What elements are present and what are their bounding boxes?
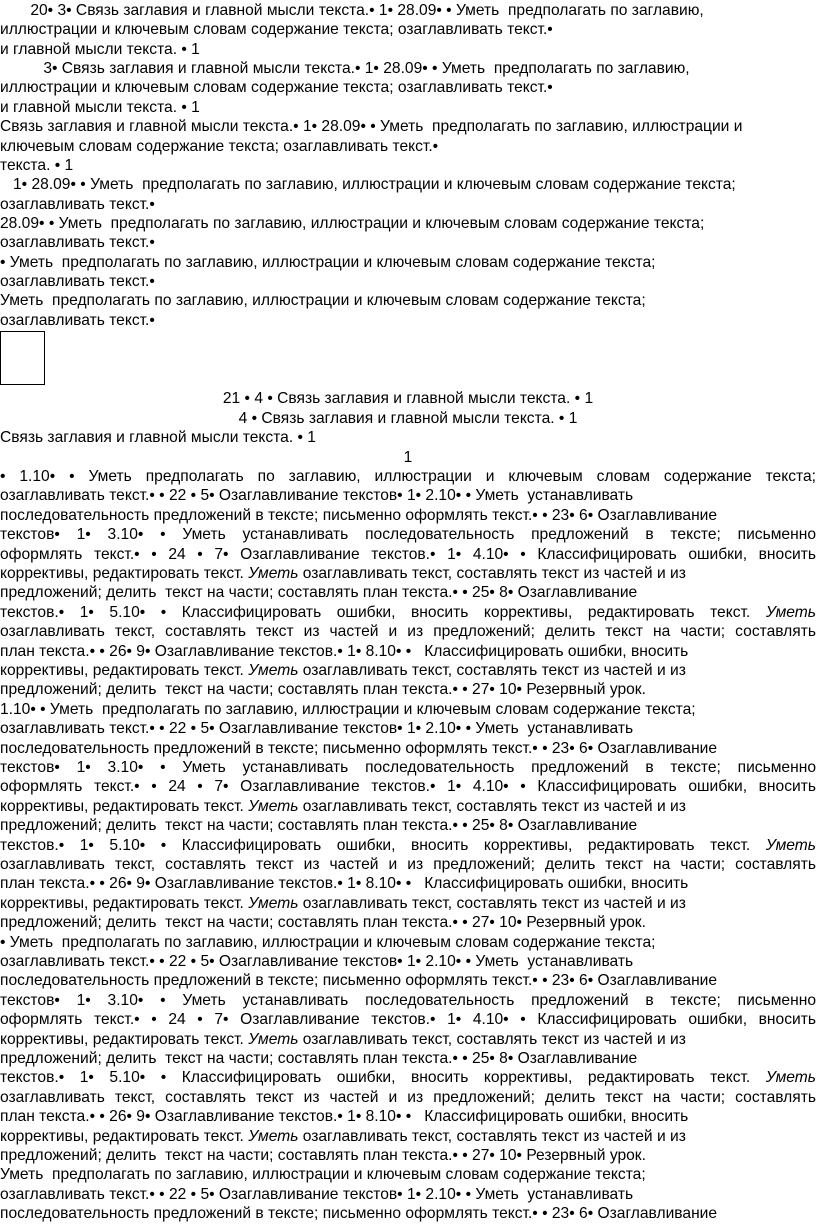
body-line — [0, 661, 816, 680]
line-text: последовательность предложений в тексте; письменно оформлять текст.• • 23• 6• Озаглавливание — [0, 1205, 718, 1223]
body-line — [0, 1107, 816, 1126]
line-text: озаглавливать текст.• • 22 • 5• Озаглавливание текстов• 1• 2.10• • Уметь устанавливать — [0, 487, 634, 505]
line-text: • Уметь предполагать по заглавию, иллюстрации и ключевым словам содержание текста; — [0, 933, 656, 951]
line-text: план текста.• • 26• 9• Озаглавливание текстов.• 1• 8.10• • Классифицировать ошибки, вносить — [0, 642, 689, 660]
line-text: озаглавливать текст.• • 22 • 5• Озаглавливание текстов• 1• 2.10• • Уметь устанавливать — [0, 953, 634, 970]
line-text: предложений; делить текст на части; составлять план текста.• • 25• 8• Озаглавливание — [0, 584, 638, 602]
line-text: коррективы, редактировать текст. — [0, 1030, 249, 1048]
body-line — [0, 991, 816, 1010]
body-line — [0, 1088, 816, 1107]
text-line: 20• 3• Связь заглавия и главной мысли текста.• 1• 28.09• • Уметь предполагать по заглавию, — [0, 2, 704, 19]
italic-keyword: Уметь — [248, 565, 299, 582]
body-line — [0, 1165, 816, 1184]
line-text: коррективы, редактировать текст. — [0, 797, 249, 815]
line-text: предложений; делить текст на части; составлять план текста.• • 27• 10• Резервный урок. — [0, 914, 646, 932]
text-line: озаглавливать текст.• — [0, 272, 155, 290]
line-text: текстов• 1• 3.10• • Уметь устанавливать последовательность предложений в тексте; письменно — [0, 526, 816, 544]
line-text: • 1.10• • Уметь предполагать по заглавию, иллюстрации и ключевым словам содержание текста; — [0, 468, 816, 485]
body-line — [0, 758, 816, 777]
body-line — [0, 933, 816, 952]
line-text: озаглавливать текст, составлять текст из частей и из предложений; делить текст на части; составлять — [0, 856, 816, 873]
line-text: последовательность предложений в тексте; письменно оформлять текст.• • 23• 6• Озаглавливание — [0, 972, 718, 990]
line-text-tail: озаглавливать текст, составлять текст из частей и из — [298, 1127, 686, 1145]
line-text: предложений; делить текст на части; составлять план текста.• • 25• 8• Озаглавливание — [0, 1050, 638, 1067]
body-line — [0, 622, 816, 641]
italic-keyword: Уметь — [765, 1069, 816, 1087]
text-line: озаглавливать текст.• — [0, 311, 155, 329]
text-line: и главной мысли текста. • 1 — [0, 98, 200, 116]
body-line — [0, 836, 816, 855]
text-line: Связь заглавия и главной мысли текста. • 1 — [0, 429, 316, 446]
line-text-tail: озаглавливать текст, составлять текст из частей и из — [298, 797, 686, 815]
body-line — [0, 525, 816, 544]
italic-keyword: Уметь — [765, 603, 816, 621]
body-line — [0, 545, 816, 564]
line-text-tail: озаглавливать текст, составлять текст из частей и из — [298, 894, 686, 912]
body-line — [0, 700, 816, 719]
text-line: 1 — [403, 448, 413, 466]
line-text: оформлять текст.• • 24 • 7• Озаглавливание текстов.• 1• 4.10• • Классифицировать ошибки, вносить — [0, 778, 816, 796]
line-text: текстов.• 1• 5.10• • Классифицировать ошибки, вносить коррективы, редактировать текст. — [0, 1069, 766, 1087]
body-line — [0, 777, 816, 796]
text-line: текста. • 1 — [0, 156, 74, 174]
body-line — [0, 1185, 816, 1204]
text-line: 4 • Связь заглавия и главной мысли текста. • 1 — [238, 409, 578, 427]
line-text: текстов• 1• 3.10• • Уметь устанавливать последовательность предложений в тексте; письменно — [0, 759, 816, 776]
line-text: озаглавливать текст, составлять текст из частей и из предложений; делить текст на части; составлять — [0, 1088, 816, 1106]
line-text: предложений; делить текст на части; составлять план текста.• • 27• 10• Резервный урок. — [0, 1147, 646, 1164]
line-text: озаглавливать текст.• • 22 • 5• Озаглавливание текстов• 1• 2.10• • Уметь устанавливать — [0, 1185, 634, 1203]
line-text: коррективы, редактировать текст. — [0, 1127, 249, 1145]
body-line — [0, 894, 816, 913]
text-line: Связь заглавия и главной мысли текста.• 1• 28.09• • Уметь предполагать по заглавию, иллюстрации и — [0, 118, 743, 136]
line-text: текстов• 1• 3.10• • Уметь устанавливать последовательность предложений в тексте; письменно — [0, 991, 816, 1009]
body-line — [0, 603, 816, 622]
body-line — [0, 739, 816, 758]
body-line — [0, 680, 816, 699]
line-text-tail: озаглавливать текст, составлять текст из частей и из — [298, 1030, 686, 1048]
body-line — [0, 1146, 816, 1165]
body-line — [0, 1204, 816, 1223]
text-line: ключевым словам содержание текста; озаглавливать текст.• — [0, 137, 439, 155]
line-text-tail: озаглавливать текст, составлять текст из частей и из — [298, 662, 686, 679]
text-line: 21 • 4 • Связь заглавия и главной мысли текста. • 1 — [222, 390, 594, 407]
italic-keyword: Уметь — [248, 662, 299, 679]
text-line: озаглавливать текст.• — [0, 234, 155, 252]
body-line — [0, 855, 816, 874]
text-line: иллюстрации и ключевым словам содержание текста; озаглавливать текст.• — [0, 79, 553, 97]
italic-keyword: Уметь — [248, 1127, 299, 1145]
text-line: 1• 28.09• • Уметь предполагать по заглавию, иллюстрации и ключевым словам содержание текста; — [0, 176, 736, 194]
line-text: оформлять текст.• • 24 • 7• Озаглавливание текстов.• 1• 4.10• • Классифицировать ошибки, вносить — [0, 545, 816, 563]
body-line — [0, 1127, 816, 1146]
body-line — [0, 952, 816, 971]
body-line — [0, 913, 816, 932]
italic-keyword: Уметь — [765, 836, 816, 854]
line-text: коррективы, редактировать текст. — [0, 894, 249, 912]
line-text: коррективы, редактировать текст. — [0, 565, 249, 582]
text-line: 3• Связь заглавия и главной мысли текста.• 1• 28.09• • Уметь предполагать по заглавию, — [0, 60, 690, 78]
line-text: текстов.• 1• 5.10• • Классифицировать ошибки, вносить коррективы, редактировать текст. — [0, 603, 766, 621]
line-text: озаглавливать текст.• • 22 • 5• Озаглавливание текстов• 1• 2.10• • Уметь устанавливать — [0, 720, 634, 738]
body-line — [0, 564, 816, 583]
line-text: последовательность предложений в тексте; письменно оформлять текст.• • 23• 6• Озаглавливание — [0, 506, 718, 524]
text-line: озаглавливать текст.• — [0, 195, 155, 213]
line-text: предложений; делить текст на части; составлять план текста.• • 25• 8• Озаглавливание — [0, 817, 638, 835]
body-line — [0, 642, 816, 661]
line-text: текстов.• 1• 5.10• • Классифицировать ошибки, вносить коррективы, редактировать текст. — [0, 836, 766, 854]
italic-keyword: Уметь — [248, 1030, 299, 1048]
body-line — [0, 1049, 816, 1068]
line-text: план текста.• • 26• 9• Озаглавливание текстов.• 1• 8.10• • Классифицировать ошибки, вносить — [0, 875, 689, 893]
text-line: и главной мысли текста. • 1 — [0, 40, 200, 58]
italic-keyword: Уметь — [248, 797, 299, 815]
body-line — [0, 874, 816, 893]
line-text: 1.10• • Уметь предполагать по заглавию, иллюстрации и ключевым словам содержание текста; — [0, 700, 696, 718]
body-line — [0, 1010, 816, 1029]
line-text: коррективы, редактировать текст. — [0, 662, 249, 679]
line-text: оформлять текст.• • 24 • 7• Озаглавливание текстов.• 1• 4.10• • Классифицировать ошибки, вносить — [0, 1011, 816, 1029]
empty-image-frame — [0, 331, 45, 385]
line-text: предложений; делить текст на части; составлять план текста.• • 27• 10• Резервный урок. — [0, 681, 646, 699]
body-line — [0, 486, 816, 505]
body-line — [0, 1068, 816, 1087]
body-line — [0, 506, 816, 525]
body-line — [0, 971, 816, 990]
line-text: последовательность предложений в тексте; письменно оформлять текст.• • 23• 6• Озаглавливание — [0, 739, 718, 757]
italic-keyword: Уметь — [248, 894, 299, 912]
body-line — [0, 797, 816, 816]
body-line — [0, 1030, 816, 1049]
line-text-tail: озаглавливать текст, составлять текст из частей и из — [298, 565, 686, 582]
text-line: Уметь предполагать по заглавию, иллюстрации и ключевым словам содержание текста; — [0, 292, 646, 310]
body-line — [0, 719, 816, 738]
line-text: план текста.• • 26• 9• Озаглавливание текстов.• 1• 8.10• • Классифицировать ошибки, вносить — [0, 1108, 689, 1126]
line-text: Уметь предполагать по заглавию, иллюстрации и ключевым словам содержание текста; — [0, 1166, 646, 1184]
body-line — [0, 816, 816, 835]
text-line: иллюстрации и ключевым словам содержание текста; озаглавливать текст.• — [0, 21, 553, 39]
body-line — [0, 467, 816, 486]
body-line — [0, 583, 816, 602]
text-line: • Уметь предполагать по заглавию, иллюстрации и ключевым словам содержание текста; — [0, 253, 656, 271]
line-text: озаглавливать текст, составлять текст из частей и из предложений; делить текст на части; составлять — [0, 623, 816, 641]
text-line: 28.09• • Уметь предполагать по заглавию, иллюстрации и ключевым словам содержание текста; — [0, 214, 705, 232]
